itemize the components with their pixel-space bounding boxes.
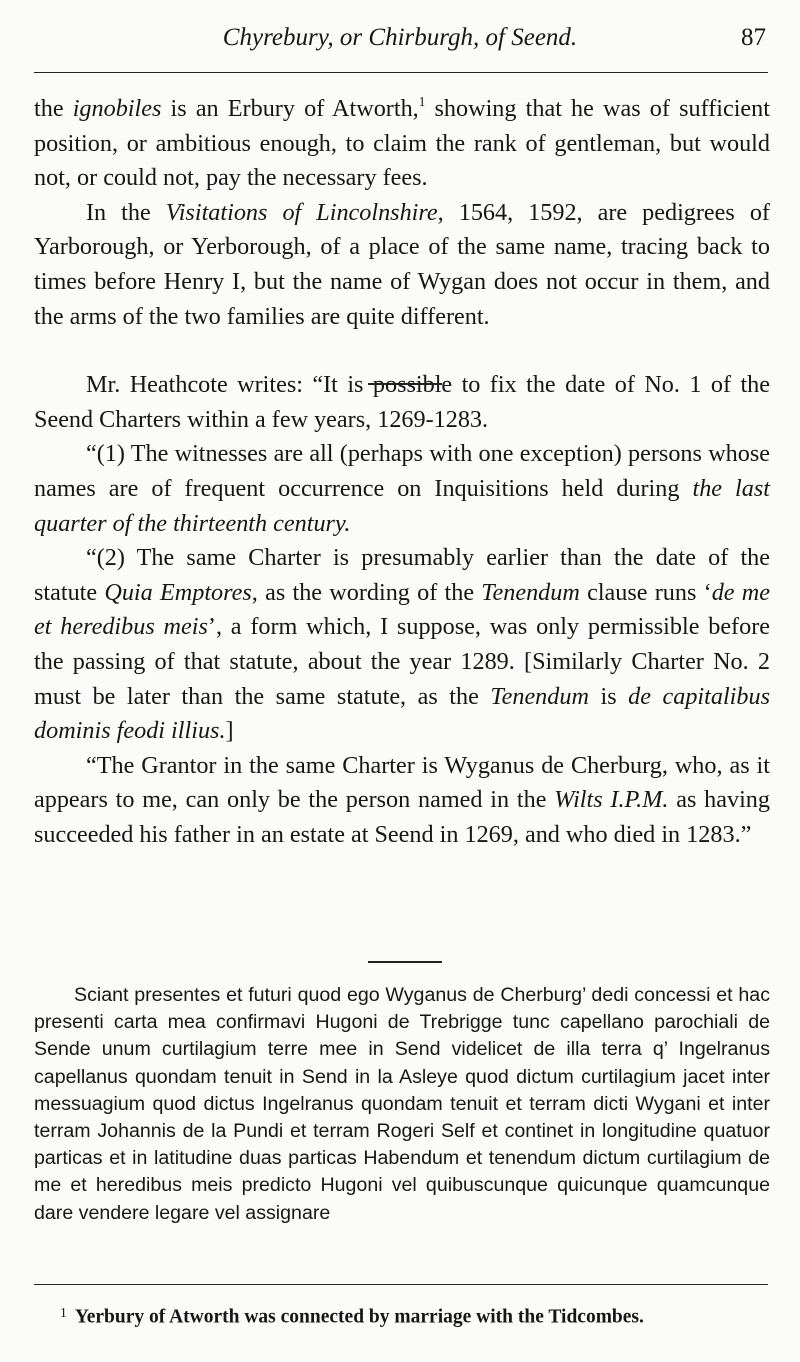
section-divider-1 — [368, 383, 442, 385]
text-run: is — [588, 682, 629, 710]
footnote-reference[interactable]: 1 — [418, 94, 426, 110]
text-run: showing that he was of sufficient position, or ambitious enough, to claim the rank of gentleman, but would not, or could not, pay the necessary fees. — [34, 95, 770, 192]
running-title: Chyrebury, or Chirburgh, of Seend. — [222, 24, 578, 51]
charter-transcription — [34, 982, 770, 1227]
text-run: In the — [86, 198, 166, 226]
footnote — [60, 1305, 770, 1328]
page-number: 87 — [741, 24, 766, 51]
section-divider-2 — [368, 961, 442, 963]
text-run: “(2) The same Charter is presumably earlier than the date of the statute — [34, 544, 770, 606]
body-text — [34, 92, 770, 852]
text-run: “(1) The witnesses are all (perhaps with one exception) persons whose names are of frequent occurrence on Inquisitions held during — [34, 440, 770, 502]
italic-statute: Quia Emptores, — [104, 578, 258, 606]
paragraph-1 — [34, 92, 770, 196]
paragraph-5 — [34, 541, 770, 749]
italic-quote: de capitalibus dominis feodi illius. — [34, 682, 770, 745]
text-run: as having succeeded his father in an estate at Seend in 1269, and who died in 1283.” — [34, 786, 770, 848]
footnote-text: Yerbury of Atworth was connected by marriage with the Tidcombes. — [74, 1306, 644, 1328]
italic-term: Tenendum — [490, 682, 589, 710]
text-run: ] — [225, 717, 234, 745]
text-run: 1564, 1592, are pedigrees of Yarborough, or Yerborough, of a place of the same name, tracing back to times before Henry I, but the name of Wygan does not occur in them, and the arms of the two families are quite different. — [34, 198, 770, 330]
italic-phrase: the last quarter of the thirteenth century. — [34, 474, 770, 537]
page-header — [34, 24, 766, 64]
header-rule — [34, 72, 768, 73]
italic-title: Wilts I.P.M. — [554, 786, 669, 814]
paragraph-3: Mr. Heathcote writes: “It is possible to fix the date of No. 1 of the Seend Charters within a few years, 1269-1283. — [34, 371, 770, 433]
footnote-rule — [34, 1284, 768, 1285]
italic-term: ignobiles — [72, 95, 162, 122]
paragraph-4 — [34, 437, 770, 541]
paragraph-6 — [34, 749, 770, 853]
italic-quote: de me et heredibus meis — [34, 578, 770, 641]
italic-title: Visitations of Lincolnshire, — [165, 198, 444, 226]
text-run: the — [34, 95, 73, 122]
text-run: “The Grantor in the same Charter is Wyganus de Cherburg, who, as it appears to me, can only be the person named in the — [34, 751, 770, 814]
text-run: as the wording of the — [257, 578, 482, 606]
italic-term: Tenendum — [481, 578, 580, 606]
text-run: clause runs ‘ — [579, 578, 712, 606]
text-run: is an Erbury of Atworth, — [161, 95, 419, 122]
paragraph-2 — [34, 196, 770, 334]
text-run: ’, a form which, I suppose, was only permissible before the passing of that statute, about the year 1289. [Similarly Charter No. 2 must be later than the same statute, as the — [34, 613, 770, 710]
charter-text: Sciant presentes et futuri quod ego Wyganus de Cherburg’ dedi concessi et hac presenti carta mea confirmavi Hugoni de Trebrigge tunc capellano parochiali de Sende unum curtilagium terre mee in Send videlicet de illa terra q’ Ingelranus capellanus quondam tenuit in Send in la Asleye quod dictum curtilagium jacet inter messuagium quod dictus Ingelranus quondam tenuit et terram dicti Wygani et inter terram Johannis de la Pundi et terram Rogeri Self et continet in longitudine quatuor particas et in latitudine duas particas Habendum et tenendum dictum curtilagium de me et heredibus meis predicto Hugoni vel quibuscunque quicunque quamcunque dare vendere legare vel assignare — [34, 984, 770, 1224]
footnote-marker: 1 — [60, 1305, 67, 1320]
